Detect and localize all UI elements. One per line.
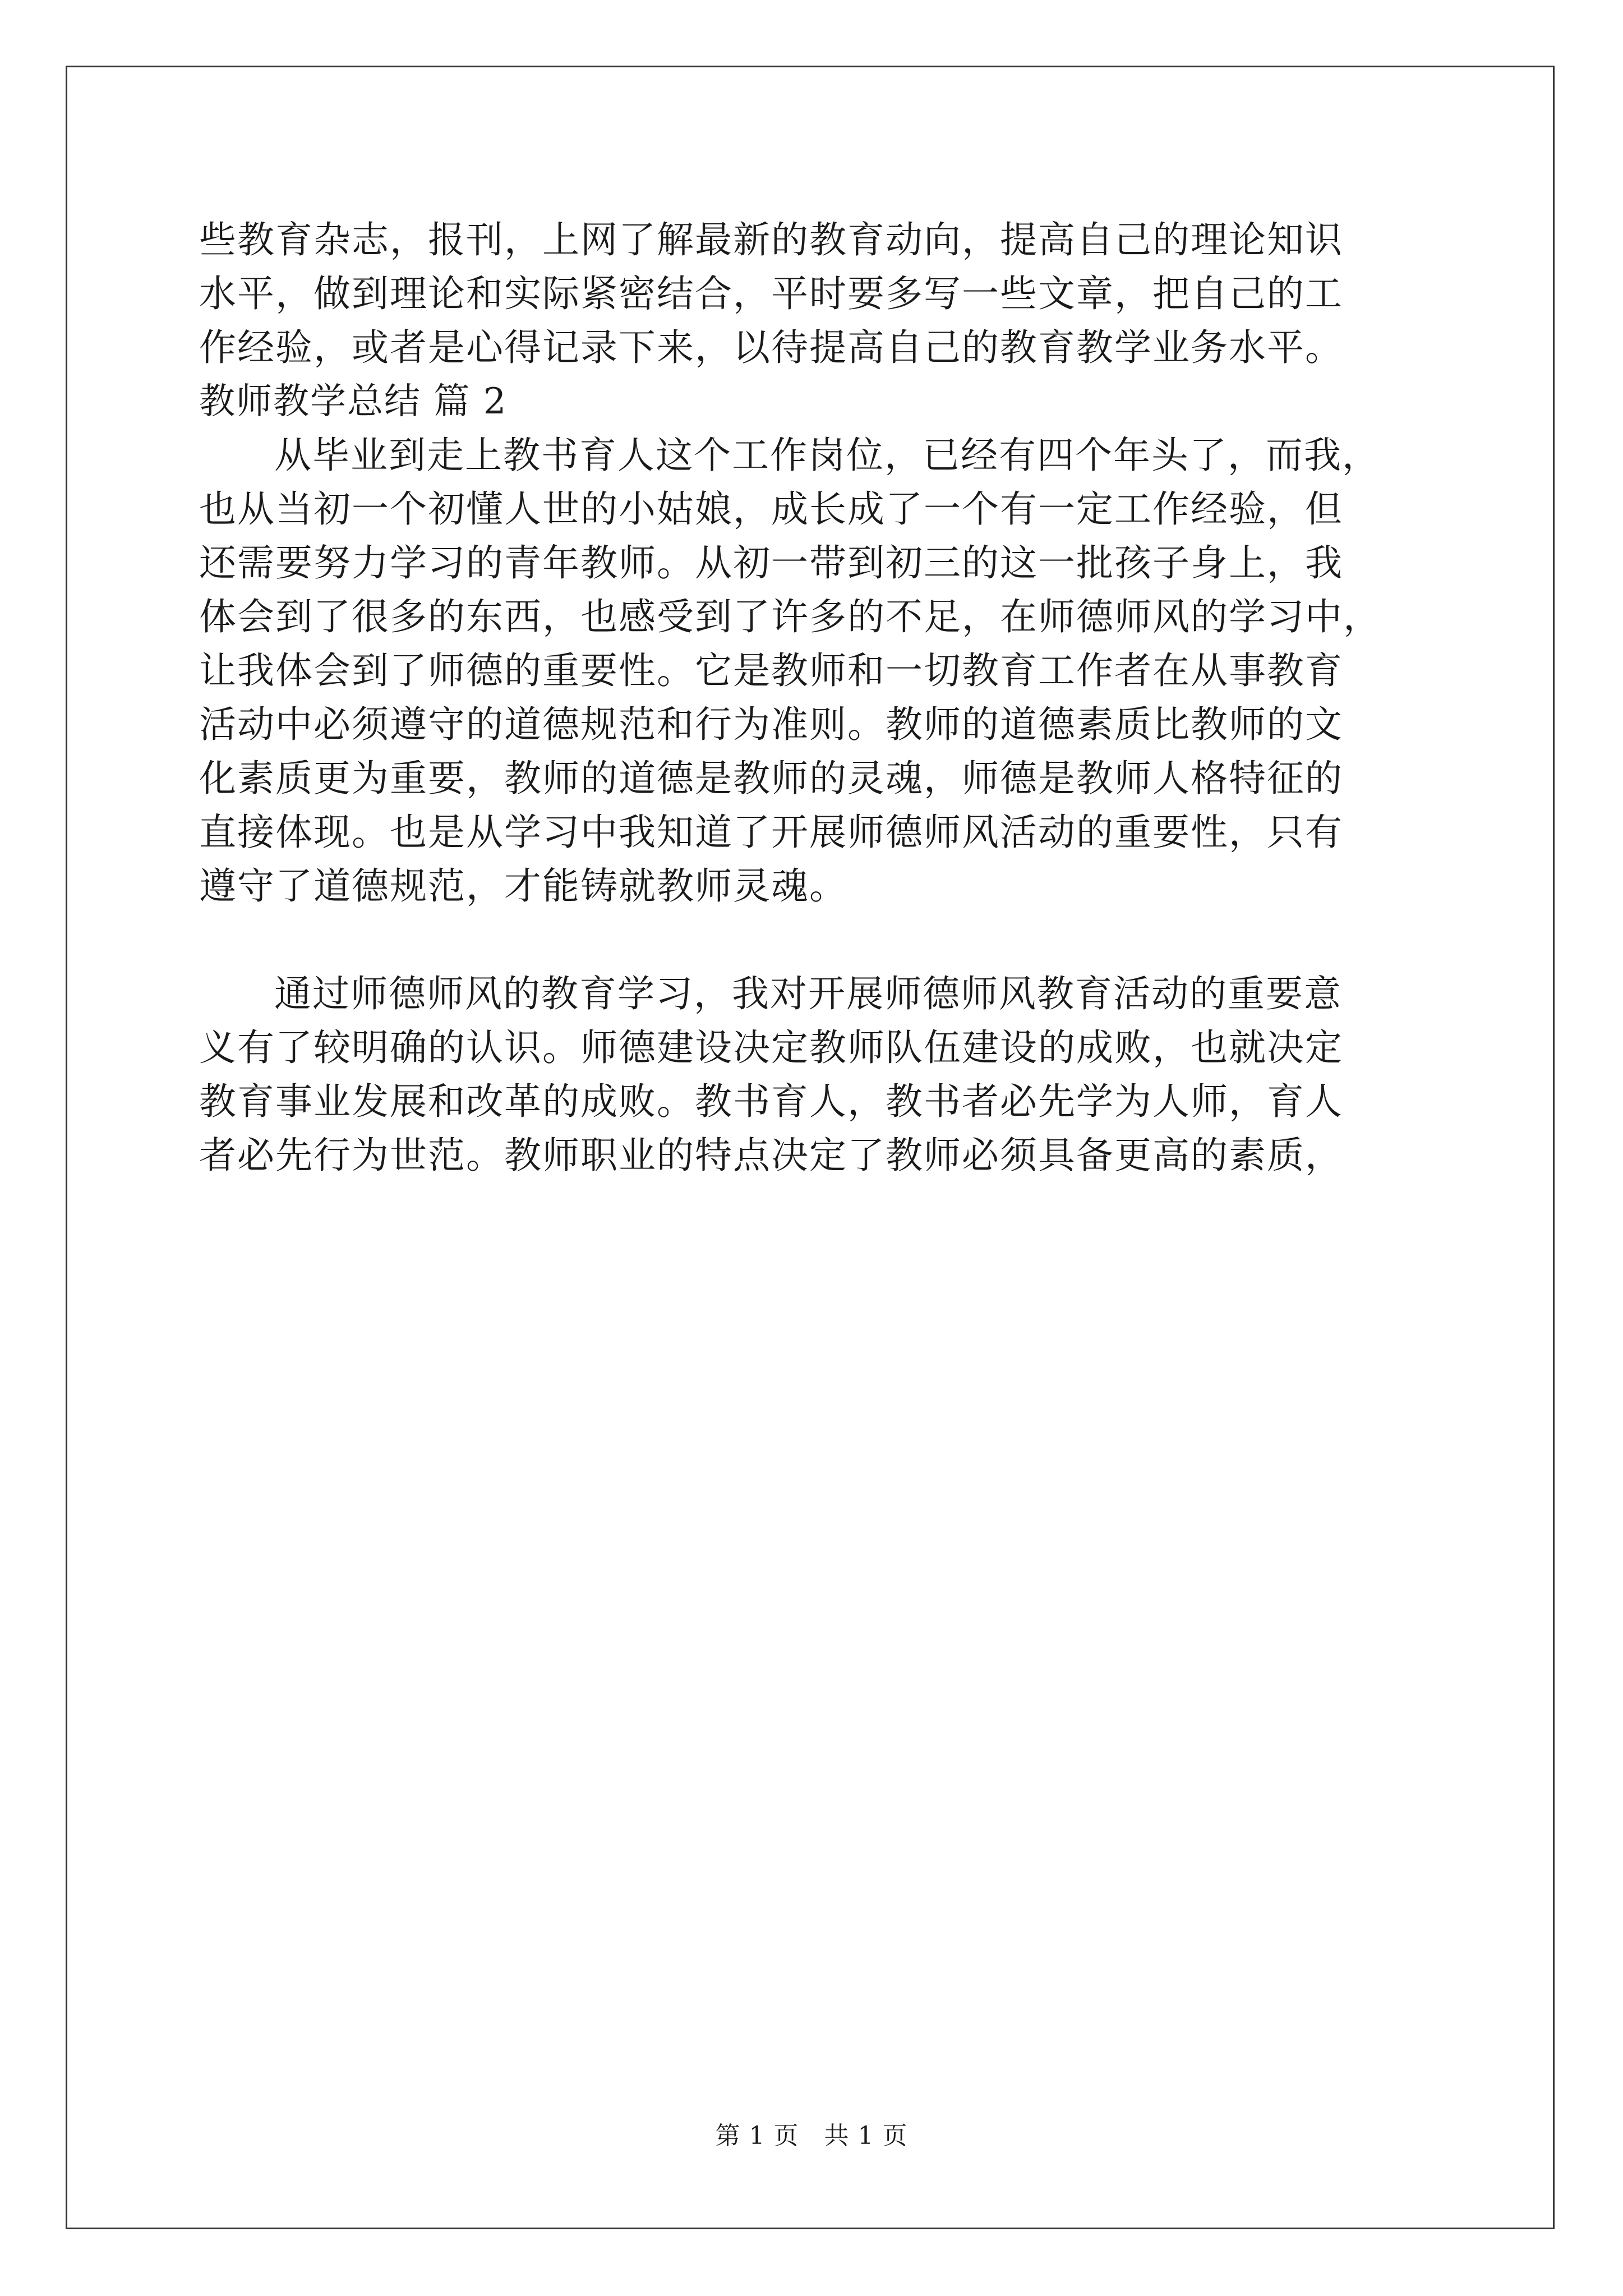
text-line: 遵守了道德规范，才能铸就教师灵魂。	[199, 864, 847, 908]
document-body	[199, 213, 1433, 1182]
page-footer: 第 1 页 共 1 页	[715, 2122, 908, 2150]
section-heading: 教师教学总结 篇 2	[199, 381, 508, 422]
text-line: 通过师德师风的教育学习，我对开展师德师风教育活动的重要意	[274, 972, 1342, 1015]
text-line: 些教育杂志，报刊，上网了解最新的教育动向，提高自己的理论知识	[199, 218, 1343, 261]
text-line: 体会到了很多的东西，也感受到了许多的不足，在师德师风的学习中，	[199, 595, 1381, 638]
text-line: 活动中必须遵守的道德规范和行为准则。教师的道德素质比教师的文	[199, 703, 1343, 746]
text-line: 还需要努力学习的青年教师。从初一带到初三的这一批孩子身上，我	[199, 541, 1343, 585]
text-line: 者必先行为世范。教师职业的特点决定了教师必须具备更高的素质，	[199, 1134, 1343, 1177]
text-line: 化素质更为重要，教师的道德是教师的灵魂，师德是教师人格特征的	[199, 757, 1343, 800]
text-line: 从毕业到走上教书育人这个工作岗位，已经有四个年头了，而我，	[274, 434, 1380, 477]
text-line: 也从当初一个初懂人世的小姑娘，成长成了一个有一定工作经验，但	[199, 487, 1343, 531]
text-line: 直接体现。也是从学习中我知道了开展师德师风活动的重要性，只有	[199, 811, 1343, 854]
paragraph-gap	[199, 913, 1433, 967]
text-line: 让我体会到了师德的重要性。它是教师和一切教育工作者在从事教育	[199, 649, 1343, 692]
text-line: 义有了较明确的认识。师德建设决定教师队伍建设的成败，也就决定	[199, 1026, 1343, 1069]
text-line: 作经验，或者是心得记录下来，以待提高自己的教育教学业务水平。	[199, 326, 1343, 369]
text-line: 水平，做到理论和实际紧密结合，平时要多写一些文章，把自己的工	[199, 272, 1343, 315]
text-line: 教育事业发展和改革的成败。教书育人，教书者必先学为人师，育人	[199, 1080, 1343, 1123]
